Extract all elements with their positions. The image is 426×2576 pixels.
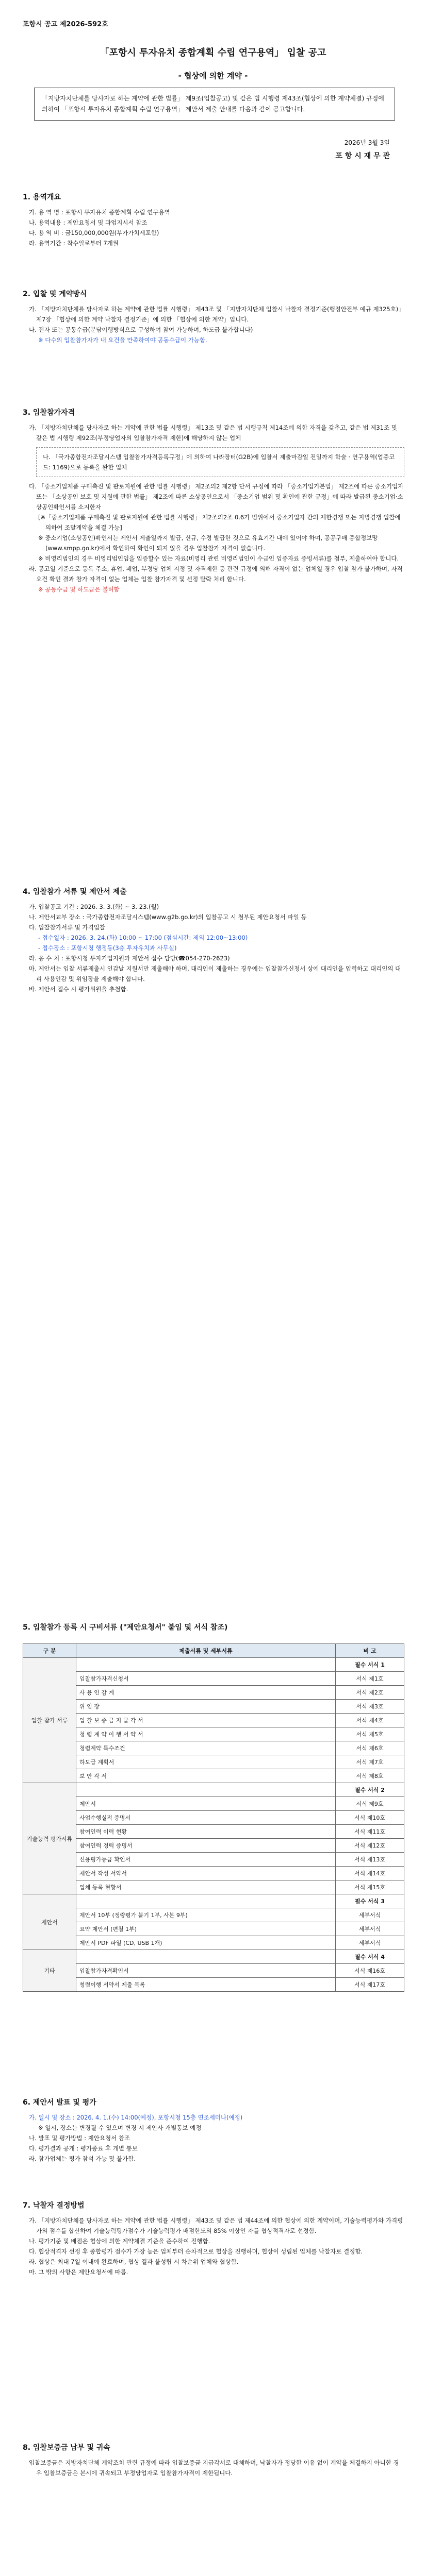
table-row — [23, 1797, 404, 1811]
section-note: ※ 비영리법인의 경우 비영리법인임을 입증할수 있는 자료(비영리 관련 비영리법인이 수급인 입증자료 증빙서류)를 첨부, 제출하여야 합니다. — [38, 555, 399, 562]
table-group-header-row — [23, 1658, 404, 1672]
section-line: 라. 용역기간 : 착수일로부터 7개월 — [29, 240, 119, 247]
table-row — [23, 1936, 404, 1950]
table-group-header-row — [23, 1783, 404, 1797]
section-overview — [23, 192, 404, 248]
intro-box: 「지방자치단체를 당사자로 하는 계약에 관한 법률」 제9조(입찰공고) 및 같은 법 시행령 제43조(협상에 의한 계약체결) 규정에 의하여 「포항시 투자유치 종합계획 수립 연구용역」 제안서 제출 안내를 다음과 같이 공고합니다. — [34, 88, 395, 121]
section-line: 라. 응 수 처 : 포항시청 투자기업지원과 제안서 접수 담당(☎054-270-2623) — [29, 955, 230, 962]
table-cell-document: 참여인력 경력 증명서 — [76, 1839, 336, 1853]
table-category-cell: 제안서 — [23, 1894, 76, 1950]
table-cell — [76, 1894, 336, 1908]
table-header-row — [23, 1644, 404, 1658]
table-row — [23, 1741, 404, 1755]
table-group-title: 필수 서식 1 — [336, 1658, 404, 1672]
table-cell-document: 사 용 인 감 계 — [76, 1686, 336, 1700]
section-contract-method — [23, 289, 404, 345]
table-cell-document: 위 임 장 — [76, 1700, 336, 1714]
table-group-title: 필수 서식 2 — [336, 1783, 404, 1797]
section-line: 가. 「지방자치단체를 당사자로 하는 계약에 관한 법률 시행령」 제43조 및 같은 법 제44조에 의한 협상에 의한 계약이며, 기술능력평가와 가격평가의 점수를 합산하여 기술능력평가점수가 기술능력평가 배점한도의 85% 이상인 자를 협상적격자로 선정함. — [29, 2217, 403, 2234]
table-cell-document: 참여인력 이력 현황 — [76, 1825, 336, 1839]
section-note: ※ 공동수급 및 하도급은 불허함 — [38, 586, 120, 593]
section-title: 3. 입찰참가자격 — [23, 409, 75, 417]
section-line: 입찰보증금은 지방자치단체 계약조치 관련 규정에 따라 입찰보증금 지급각서로 대체하며, 낙찰자가 정당한 이유 없이 계약을 체결하지 아니한 경우 입찰보증금은 본시에 귀속되고 부정당업자로 입찰참가자격이 제한됩니다. — [29, 2459, 399, 2477]
section-note: ※ 중소기업(소상공인)확인서는 제안서 제출일까지 발급, 신규, 수정 발급한 것으로 유효기간 내에 있어야 하며, 공공구매 종합정보망(www.smpp.go.kr)에서 확인하여 확인이 되지 않을 경우 입찰참가 자격이 없습니다. — [38, 534, 378, 552]
table-cell-document: 입 찰 보 증 금 지 급 각 서 — [76, 1714, 336, 1727]
section-line: 가. 일시 및 장소 : 2026. 4. 1.(수) 14:00(예정), 포항시청 15층 연조세미나(예정) — [29, 2114, 243, 2121]
section-deposit — [23, 2442, 404, 2478]
section-line: 다. 평가결과 공개 : 평가종료 후 개별 통보 — [29, 2145, 138, 2152]
table-row — [23, 1672, 404, 1686]
section-note: ※ 일시, 장소는 변경될 수 있으며 변경 시 제안사 개별통보 예정 — [38, 2124, 202, 2131]
section-line: 가. 입찰공고 기간 : 2026. 3. 3.(화) ~ 3. 23.(월) — [29, 903, 159, 910]
table-category-cell: 기술능력 평가서류 — [23, 1783, 76, 1894]
table-cell-document: 하도급 계획서 — [76, 1755, 336, 1769]
section-presentation — [23, 2097, 404, 2164]
section-title: 8. 입찰보증금 납부 및 귀속 — [23, 2444, 110, 2452]
table-cell-form: 서식 제11호 — [336, 1825, 404, 1839]
table-cell-form: 서식 제3호 — [336, 1700, 404, 1714]
section-title: 5. 입찰참가 등록 시 구비서류 ("제안요청서" 붙임 및 서식 참조) — [23, 1623, 228, 1632]
table-row — [23, 1978, 404, 1992]
table-category-cell: 입찰 참가 서류 — [23, 1658, 76, 1783]
notice-number: 포항시 공고 제2026-592호 — [23, 21, 108, 28]
section-note: ※ 다수의 입찰참가자가 내 요건을 만족하여야 공동수급이 가능함. — [38, 336, 207, 344]
table-group-header-row — [23, 1950, 404, 1964]
table-row — [23, 1964, 404, 1978]
page-title: 「포항시 투자유치 종합계획 수립 연구용역」 입찰 공고 — [100, 47, 326, 58]
table-row — [23, 1867, 404, 1880]
section-line: 나. 전자 또는 공동수급(분담이행방식으로 구성하여 참여 가능하며, 하도급 불가합니다) — [29, 326, 253, 333]
table-row — [23, 1755, 404, 1769]
table-row — [23, 1825, 404, 1839]
table-header: 제출서류 및 세부서류 — [76, 1644, 336, 1658]
table-row — [23, 1839, 404, 1853]
section-title: 7. 낙찰자 결정방법 — [23, 2201, 85, 2210]
table-cell-document: 사업수행실적 증명서 — [76, 1811, 336, 1825]
table-cell-form: 서식 제8호 — [336, 1769, 404, 1783]
section-line: 나. 제안서교부 장소 : 국가종합전자조달시스템(www.g2b.go.kr)의 입찰공고 시 첨부된 제안요청서 파일 등 — [29, 913, 307, 921]
table-cell-form: 서식 제7호 — [336, 1755, 404, 1769]
table-cell-document: 제안서 10부 (정량평가 붙기 1부, 사본 9부) — [76, 1908, 336, 1922]
table-cell-document: 제안서 작성 서약서 — [76, 1867, 336, 1880]
table-cell-document: 제안서 — [76, 1797, 336, 1811]
section-line: 라. 참가업체는 평가 참석 가능 및 불가함. — [29, 2155, 136, 2162]
section-title: 4. 입찰참가 서류 및 제안서 제출 — [23, 888, 127, 896]
table-row — [23, 1880, 404, 1894]
table-cell-form: 서식 제12호 — [336, 1839, 404, 1853]
table-row — [23, 1853, 404, 1867]
table-group-title: 필수 서식 4 — [336, 1950, 404, 1964]
table-cell-document: 요약 제안서 (편철 1부) — [76, 1922, 336, 1936]
table-cell-document: 보 안 각 서 — [76, 1769, 336, 1783]
table-row — [23, 1727, 404, 1741]
table-row — [23, 1811, 404, 1825]
table-row — [23, 1686, 404, 1700]
section-line: 가. 용 역 명 : 포항시 투자유치 종합계획 수립 연구용역 — [29, 209, 170, 216]
table-cell-form: 서식 제15호 — [336, 1880, 404, 1894]
table-cell-form: 서식 제9호 — [336, 1797, 404, 1811]
table-row — [23, 1769, 404, 1783]
section-line: 다. 용 역 비 : 금150,000,000원(부가가치세포함) — [29, 229, 159, 236]
section-line: 가. 「지방자치단체를 당사자로 하는 계약에 관한 법률 시행령」 제13조 및 같은 법 시행규칙 제14조에 의한 자격을 갖추고, 같은 법 제31조 및 같은 법 시행령 제92조(부정당업자의 입찰참가자격 제한)에 해당하지 않는 업체 — [29, 424, 397, 442]
table-header: 구 분 — [23, 1644, 76, 1658]
submission-place: - 접수장소 : 포항시청 행정동(3층 투자유치과 사무실) — [38, 944, 177, 952]
required-documents-table — [23, 1643, 404, 1992]
table-row — [23, 1714, 404, 1727]
section-line: 다. 「중소기업제품 구매촉진 및 판로지원에 관한 법률 시행령」 제2조의2 제2항 단서 규정에 따라 「중소기업기본법」 제2조에 따른 중소기업자 또는 「소상공인 보호 및 지원에 관한 법률」 제2조에 따른 소상공인으로서 「중소기업 범위 및 확인에 관한 규정」에 따라 발급된 중소기업·소상공인확인서를 소지한자 — [29, 483, 404, 511]
table-cell-form: 세부서식 — [336, 1922, 404, 1936]
table-cell-form: 서식 제10호 — [336, 1811, 404, 1825]
table-category-cell: 기타 — [23, 1950, 76, 1992]
submission-date: - 접수일자 : 2026. 3. 24.(화) 10:00 ~ 17:00 (점심시간: 제외 12:00~13:00) — [38, 934, 248, 941]
section-line: 라. 협상은 최대 7일 이내에 완료하며, 협상 결과 불성립 시 차순위 업체와 협상함. — [29, 2258, 239, 2265]
table-cell-document: 업체 등록 현황서 — [76, 1880, 336, 1894]
table-cell-document: 신용평가등급 확인서 — [76, 1853, 336, 1867]
table-cell-form: 서식 제4호 — [336, 1714, 404, 1727]
section-line: 바. 제안서 접수 시 평가위원을 추첨함. — [29, 986, 128, 993]
table-cell — [76, 1658, 336, 1672]
table-cell-form: 서식 제13호 — [336, 1853, 404, 1867]
table-body — [23, 1658, 404, 1992]
section-line: 다. 협상적격자 선정 후 종합평가 점수가 가장 높은 업체부터 순차적으로 협상을 진행하며, 협상이 성립된 업체를 낙찰자로 결정함. — [29, 2248, 363, 2255]
section-line: 가. 「지방자치단체를 당사자로 하는 계약에 관한 법률 시행령」 제43조 및 「지방자치단체 입찰시 낙찰자 결정기준(행정안전부 예규 제325호)」 제7장 「협상에 의한 계약 낙찰자 결정기준」에 의한 「협상에 의한 계약」입니다. — [29, 306, 404, 323]
section-line: 마. 제안서는 입찰 서류제출시 인감날 지원서만 제출해야 하며, 대리인이 제출하는 경우에는 입찰참가신청서 상에 대리인을 입력하고 대리인의 대리 사용인감 및 위임장을 제출해야 합니다. — [29, 965, 401, 982]
table-cell-form: 서식 제16호 — [336, 1964, 404, 1978]
section-line: 다. 입찰참가서류 및 가격입찰 — [29, 924, 105, 931]
table-cell — [76, 1783, 336, 1797]
table-header: 비 고 — [336, 1644, 404, 1658]
page-subtitle: - 협상에 의한 계약 - — [178, 71, 248, 80]
section-title: 2. 입찰 및 계약방식 — [23, 290, 87, 298]
section-line: 라. 공고일 기준으로 등록 주소, 휴업, 폐업, 부정당 업체 지정 및 자격제한 등 관련 규정에 의해 자격이 없는 업체일 경우 입찰 참가 불가하며, 자격요건 확인 결과 참가 자격이 없는 업체는 입찰 참가자격 및 선정 탈락 처리 합니다. — [29, 565, 403, 583]
table-cell-document: 청 렴 계 약 이 행 서 약 서 — [76, 1727, 336, 1741]
table-row — [23, 1700, 404, 1714]
section-title: 1. 용역개요 — [23, 193, 61, 201]
table-cell-document: 입찰참가자격신청서 — [76, 1672, 336, 1686]
table-cell-form: 세부서식 — [336, 1908, 404, 1922]
table-cell-form: 서식 제2호 — [336, 1686, 404, 1700]
section-title: 6. 제안서 발표 및 평가 — [23, 2098, 96, 2107]
table-cell-document: 제안서 PDF 파일 (CD, USB 1개) — [76, 1936, 336, 1950]
section-line: [※「중소기업제품 구매촉진 및 판로지원에 관한 법률 시행령」 제2조의2조 0.6가 범위에서 중소기업자 간의 제한경쟁 또는 지명경쟁 입찰에 의하여 조달계약을 체결 가능] — [38, 514, 401, 531]
table-cell-document: 청렴이행 서약서 제출 목록 — [76, 1978, 336, 1992]
table-cell-document: 입찰참가자격확인서 — [76, 1964, 336, 1978]
notice-date: 2026년 3월 3일 — [344, 139, 390, 146]
section-award-method — [23, 2200, 404, 2277]
table-cell-form: 서식 제17호 — [336, 1978, 404, 1992]
table-cell-form: 서식 제5호 — [336, 1727, 404, 1741]
registration-box: 나. 「국가종합전자조달시스템 입찰참가자격등록규정」에 의하여 나라장터(G2B)에 입찰서 제출마감일 전일까지 학술 · 연구용역(업종코드: 1169)으로 등록을 완한 업체 — [36, 447, 404, 477]
section-line: 나. 발표 및 평가방법 : 제안요청서 참조 — [29, 2134, 130, 2142]
table-cell-document: 청렴계약 특수조건 — [76, 1741, 336, 1755]
table-row — [23, 1908, 404, 1922]
table-cell — [76, 1950, 336, 1964]
table-cell-form: 서식 제6호 — [336, 1741, 404, 1755]
table-group-header-row — [23, 1894, 404, 1908]
issuing-organization: 포 항 시 재 무 관 — [335, 152, 390, 160]
section-line: 마. 그 밖의 사항은 제안요청서에 따름. — [29, 2268, 128, 2276]
table-group-title: 필수 서식 3 — [336, 1894, 404, 1908]
table-cell-form: 서식 제1호 — [336, 1672, 404, 1686]
section-submission — [23, 886, 404, 994]
title-block — [0, 45, 426, 81]
table-row — [23, 1922, 404, 1936]
section-line: 나. 평가기준 및 배점은 협상에 의한 계약체결 기준을 준수하여 진행함. — [29, 2238, 210, 2245]
section-qualifications — [23, 407, 404, 595]
table-cell-form: 세부서식 — [336, 1936, 404, 1950]
section-line: 나. 용역내용 : 제안요청서 및 과업지시서 참조 — [29, 219, 148, 226]
table-cell-form: 서식 제14호 — [336, 1867, 404, 1880]
